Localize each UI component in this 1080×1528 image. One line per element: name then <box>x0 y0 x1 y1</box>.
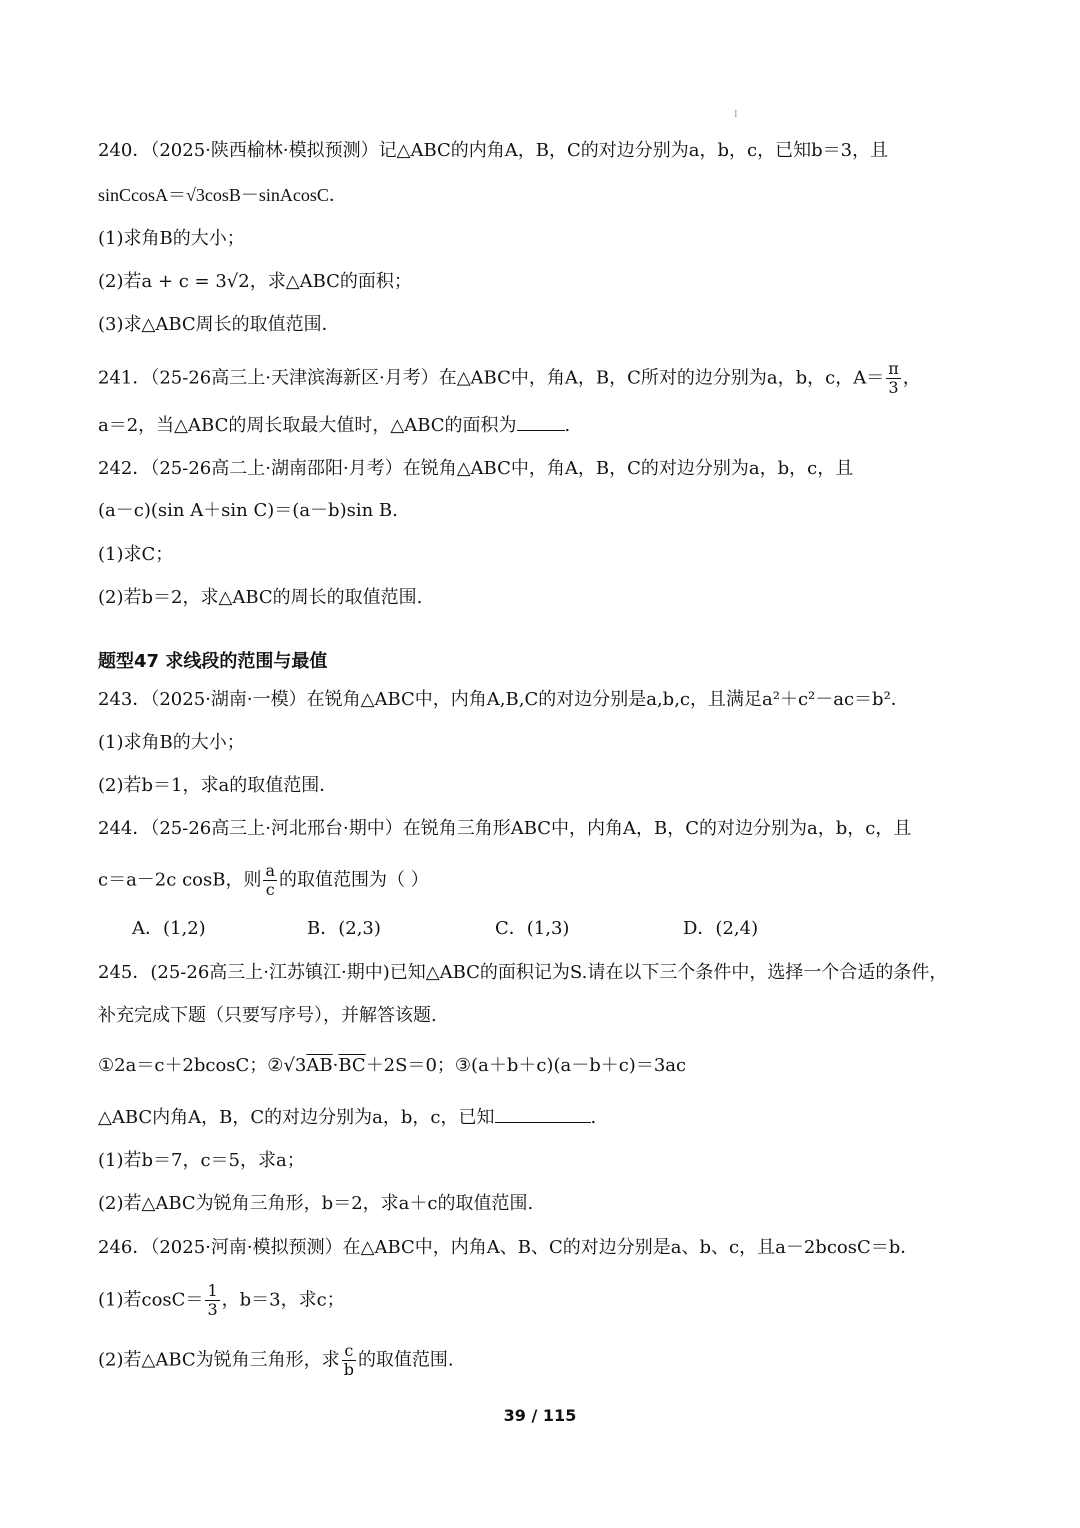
problem-244-options <box>132 916 988 942</box>
problem-246-part1-text: (1)若cosC＝ <box>98 1289 204 1311</box>
header-mark: I <box>734 110 738 120</box>
option-c[interactable]: C．(1,3) <box>495 918 570 939</box>
problem-240-part1: (1)求角B的大小； <box>98 228 245 249</box>
c-over-b-fraction <box>342 1342 356 1379</box>
problem-241-period: . <box>564 415 571 436</box>
fraction-numerator: 1 <box>207 1281 218 1300</box>
page-number: 39 / 115 <box>503 1406 577 1425</box>
problem-242-part1: (1)求C； <box>98 544 174 565</box>
problem-243-part2: (2)若b＝1，求a的取值范围． <box>98 775 338 796</box>
dot-operator: · <box>332 1055 339 1076</box>
fraction-numerator: π <box>888 359 899 378</box>
fraction-denominator: 3 <box>888 378 899 397</box>
problem-244-question <box>98 862 988 899</box>
fraction-numerator: c <box>342 1342 356 1361</box>
condition-1-2-text: ①2a＝c＋2bcosC；②√3 <box>98 1055 307 1076</box>
one-third-fraction <box>205 1282 219 1319</box>
problem-244-question-tail: 的取值范围为（ ） <box>279 869 429 891</box>
problem-243-part1: (1)求角B的大小； <box>98 732 245 753</box>
option-d[interactable]: D．(2,4) <box>683 918 759 939</box>
problem-242-stem: 242．（25-26高二上·湖南邵阳·月考）在锐角△ABC中，角A，B，C的对边分别为a，b，c，且 <box>98 458 854 479</box>
condition-blank <box>495 1104 591 1123</box>
option-a[interactable]: A．(1,2) <box>132 918 206 939</box>
problem-242-part2: (2)若b＝2，求△ABC的周长的取值范围. <box>98 587 423 608</box>
problem-242-condition: (a－c)(sin A＋sin C)＝(a－b)sin B. <box>98 500 398 521</box>
problem-240-part2: (2)若a + c = 3√2，求△ABC的面积； <box>98 271 412 292</box>
fraction-denominator: c <box>265 880 275 899</box>
fraction-denominator: 3 <box>207 1300 218 1319</box>
problem-246-part1 <box>98 1282 988 1319</box>
answer-blank <box>517 412 565 431</box>
problem-241-comma: ， <box>902 367 921 389</box>
option-b[interactable]: B．(2,3) <box>307 918 381 939</box>
problem-246-part2-text: (2)若△ABC为锐角三角形，求 <box>98 1349 340 1371</box>
problem-245-period: . <box>590 1107 597 1128</box>
problem-241-stem <box>98 360 988 397</box>
problem-245-stem: 245．(25-26高三上·江苏镇江·期中)已知△ABC的面积记为S.请在以下三个条件中，选择一个合适的条件， <box>98 962 948 983</box>
pi-over-3-fraction <box>886 360 901 397</box>
problem-245-given <box>98 1104 988 1131</box>
fraction-numerator: a <box>265 861 275 880</box>
problem-245-part1: (1)若b＝7，c＝5，求a； <box>98 1150 305 1171</box>
vector-bc: $\overline{BC}$ <box>338 1055 366 1076</box>
problem-245-instruction: 补充完成下题（只要写序号），并解答该题. <box>98 1005 437 1026</box>
problem-244-question-text: c＝a－2c cosB，则 <box>98 869 262 891</box>
problem-245-given-text: △ABC内角A，B，C的对边分别为a，b，c，已知 <box>98 1107 495 1128</box>
problem-243-stem: 243．（2025·湖南·一模）在锐角△ABC中，内角A,B,C的对边分别是a,b,c，且满足a²＋c²－ac＝b²． <box>98 689 909 710</box>
problem-241-text: 241．（25-26高三上·天津滨海新区·月考）在△ABC中，角A，B，C所对的边分别为a，b，c，A＝ <box>98 367 885 389</box>
problem-240-stem: 240．（2025·陕西榆林·模拟预测）记△ABC的内角A，B，C的对边分别为a，b，c，已知b＝3，且 <box>98 140 889 161</box>
problem-246-stem: 246．（2025·河南·模拟预测）在△ABC中，内角A、B、C的对边分别是a、b、c，且a－2bcosC＝b． <box>98 1237 919 1258</box>
problem-245-part2: (2)若△ABC为锐角三角形，b＝2，求a＋c的取值范围. <box>98 1193 534 1214</box>
problem-244-stem: 244．（25-26高三上·河北邢台·期中）在锐角三角形ABC中，内角A，B，C的对边分别为a，b，c，且 <box>98 818 912 839</box>
problem-246-part2-tail: 的取值范围. <box>357 1349 454 1371</box>
fraction-denominator: b <box>343 1360 354 1379</box>
problem-240-part3: (3)求△ABC周长的取值范围． <box>98 314 340 335</box>
problem-241-question <box>98 412 988 439</box>
vector-ab: $\overline{AB}$ <box>306 1055 333 1076</box>
section-heading: 题型47 求线段的范围与最值 <box>98 651 328 672</box>
problem-245-conditions <box>98 1053 988 1079</box>
problem-246-part1-tail: ，b＝3，求c； <box>221 1289 345 1311</box>
condition-2-3-text: ＋2S＝0；③(a＋b＋c)(a－b＋c)＝3ac <box>365 1055 687 1076</box>
problem-241-question-text: a＝2，当△ABC的周长取最大值时，△ABC的面积为 <box>98 415 517 436</box>
problem-246-part2 <box>98 1342 988 1379</box>
problem-240-condition: sinCcosA＝√3cosB－sinAcosC． <box>98 185 347 205</box>
a-over-c-fraction <box>263 862 277 899</box>
